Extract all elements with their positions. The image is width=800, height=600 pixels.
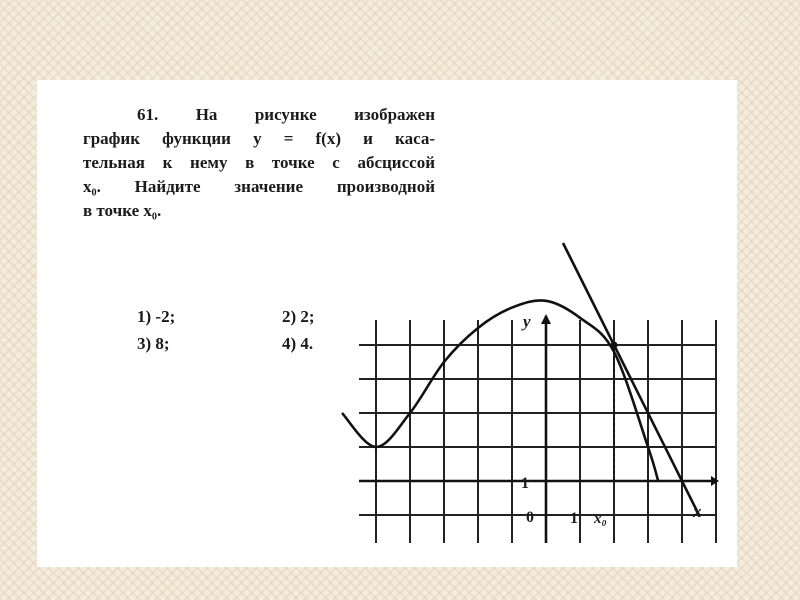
tangency-point (611, 342, 618, 349)
x0-label: x₀ (594, 511, 607, 527)
answer-option-2: 2) 2; (282, 307, 315, 326)
x-axis-label: x (693, 502, 702, 521)
problem-line-5: в точке x₀. (83, 201, 162, 220)
problem-line-4: x₀. Найдите значение производной (83, 177, 435, 196)
problem-number: 61. (137, 105, 159, 124)
answer-option-3: 3) 8; (137, 334, 170, 353)
axes (359, 314, 719, 543)
function-graph (37, 80, 737, 567)
problem-line-2: график функции y = f(x) и каса- (83, 129, 435, 148)
problem-line-3: тельная к нему в точке с абсциссой (83, 153, 435, 172)
y-axis-label: y (523, 312, 531, 331)
origin-label: 0 (526, 509, 534, 526)
grid (359, 320, 717, 543)
slide-card (37, 80, 737, 567)
answer-option-1: 1) -2; (137, 307, 176, 326)
answer-option-4: 4) 4. (282, 334, 314, 353)
x-unit-label: 1 (570, 510, 578, 527)
problem-line-1: На рисунке изображен (195, 105, 435, 124)
y-axis-arrow (541, 314, 551, 324)
function-curve (342, 300, 658, 481)
y-unit-label: 1 (521, 475, 529, 492)
